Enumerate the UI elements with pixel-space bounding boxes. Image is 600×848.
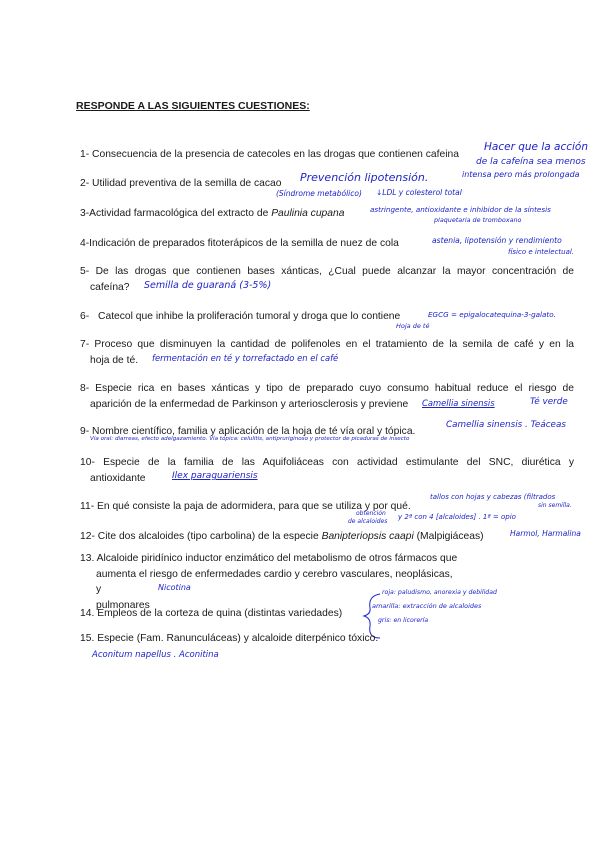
answer-1-line-2: de la cafeína sea menos [476, 157, 586, 167]
question-8 [80, 381, 574, 412]
answer-3-line-2: plaquetaria de tromboxano [434, 216, 522, 224]
question-text: Actividad farmacológica del extracto de [89, 208, 269, 219]
question-number: 2- [80, 178, 90, 189]
question-number: 11- [80, 501, 95, 512]
answer-13: Nicotina [158, 583, 191, 592]
question-4 [80, 236, 399, 251]
question-number: 15. [80, 633, 95, 644]
answer-6-note: Hoja de té [396, 322, 430, 330]
answer-5: Semilla de guaraná (3-5%) [144, 280, 272, 291]
question-1 [80, 147, 459, 162]
answer-4-line-1: astenia, lipotensión y rendimiento [432, 236, 562, 245]
question-text: Nombre científico, familia y aplicación de la hoja de té vía oral y tópica. [92, 426, 416, 437]
question-number: 9- [80, 426, 90, 437]
question-text: Utilidad preventiva de la semilla de cacao [92, 178, 282, 189]
answer-2-main: Prevención lipotensión. [300, 171, 429, 184]
question-15 [80, 631, 378, 646]
answer-4-line-2: físico e intelectual. [508, 248, 575, 256]
answer-2-note-1: (Síndrome metabólico) [276, 189, 362, 198]
answer-12: Harmol, Harmalina [510, 529, 581, 538]
question-text-line-1: Proceso que disminuyen la cantidad de polifenoles en el tratamiento de la semila de café y en la [94, 339, 574, 350]
question-text-line-2: aparición de la enfermedad de Parkinson y arteriosclerosis y previene [90, 398, 409, 410]
answer-2-note-2: ↓LDL y colesterol total [376, 188, 462, 197]
family-name: (Malpigiáceas) [416, 531, 484, 542]
question-number: 14. [80, 608, 95, 619]
question-number: 8- [80, 383, 90, 394]
answer-7: fermentación en té y torrefactado en el café [152, 353, 339, 363]
answer-1-line-3: intensa pero más prolongada [462, 170, 580, 179]
question-2 [80, 176, 281, 191]
answer-11-alkaloids: de alcaloides [348, 518, 388, 525]
question-number: 7- [80, 339, 90, 350]
question-text-line-1: Especie rica en bases xánticas y tipo de preparado cuyo consumo habitual reduce el riesgo de [95, 383, 574, 394]
species-name: Paulinia cupana [271, 208, 345, 219]
answer-6-main: EGCG = epigalocatequina-3-galato. [428, 310, 556, 319]
question-14 [80, 606, 342, 621]
answer-11-line-2: y 2ª con 4 [alcaloides] . 1ª = opio [398, 513, 516, 521]
answer-11-line-1-end: sin semilla. [538, 502, 572, 509]
question-text: Empleos de la corteza de quina (distintas variedades) [97, 608, 343, 619]
question-text: Especie (Fam. Ranunculáceas) y alcaloide diterpénico tóxico. [97, 633, 379, 644]
question-text-line-3: pulmonares [96, 599, 150, 611]
answer-15: Aconitum napellus . Aconitina [92, 650, 219, 660]
answer-14-red: roja: paludismo, anorexia y debilidad [382, 589, 497, 596]
species-name: Banipteriopsis caapi [321, 531, 414, 542]
answer-10: Ilex paraguariensis [172, 471, 258, 481]
answer-8-preparation: Té verde [530, 397, 568, 407]
question-6 [80, 309, 400, 324]
question-number: 1- [80, 149, 90, 160]
question-text-line-1: Especie de la familia de las Aquifoliáceas con actividad estimulante del SNC, diurética y [103, 457, 574, 468]
question-text: Indicación de preparados fitoterápicos de la semilla de nuez de cola [89, 238, 399, 249]
question-number: 4- [80, 238, 90, 249]
question-12 [80, 529, 484, 544]
question-text: En qué consiste la paja de adormidera, para que se utiliza y por qué. [97, 501, 411, 512]
answer-14-grey: gris: en licorería [378, 617, 429, 624]
answer-11-obtention: obtención [356, 510, 386, 517]
question-text: Catecol que inhibe la proliferación tumoral y droga que lo contiene [98, 311, 401, 322]
question-text-line-2: hoja de té. [90, 354, 139, 366]
question-text: Cite dos alcaloides (tipo carbolina) de la especie [97, 531, 319, 542]
answer-3-line-1: astringente, antioxidante e inhibidor de la síntesis [370, 205, 551, 214]
answer-11-line-1: tallos con hojas y cabezas (filtrados [430, 493, 556, 501]
question-text-line-1: Alcaloide piridínico inductor enzimático del metabolismo de otros fármacos que [96, 553, 458, 564]
answer-14-yellow: amarilla: extracción de alcaloides [372, 602, 482, 610]
answer-9-main: Camellia sinensis . Teáceas [446, 420, 566, 430]
answer-1-line-1: Hacer que la acción [484, 141, 589, 153]
question-number: 6- [80, 311, 90, 322]
question-text-line-2: antioxidante [90, 472, 146, 484]
question-number: 12- [80, 531, 95, 542]
question-number: 10- [80, 457, 95, 468]
question-number: 3- [80, 208, 90, 219]
question-10 [80, 455, 574, 486]
question-text-line-2: aumenta el riesgo de enfermedades cardio y cerebro vasculares, neoplásicas, y [96, 568, 453, 595]
answer-8-species: Camellia sinensis [422, 398, 495, 408]
question-text-line-1: De las drogas que contienen bases xánticas, ¿Cual puede alcanzar la mayor concentración de [95, 266, 574, 277]
answer-9-application: Vía oral: diarreas, efecto adelgazamiento. Vía tópica: celulitis, antipruriginoso y protector de picaduras de insecto [90, 436, 410, 442]
question-text: Consecuencia de la presencia de catecoles en las drogas que contienen cafeina [92, 149, 459, 160]
page-title: RESPONDE A LAS SIGUIENTES CUESTIONES: [76, 100, 310, 112]
question-text-line-2: cafeína? [90, 281, 130, 293]
question-number: 5- [80, 266, 90, 277]
question-3 [80, 206, 344, 221]
question-number: 13. [80, 553, 95, 564]
